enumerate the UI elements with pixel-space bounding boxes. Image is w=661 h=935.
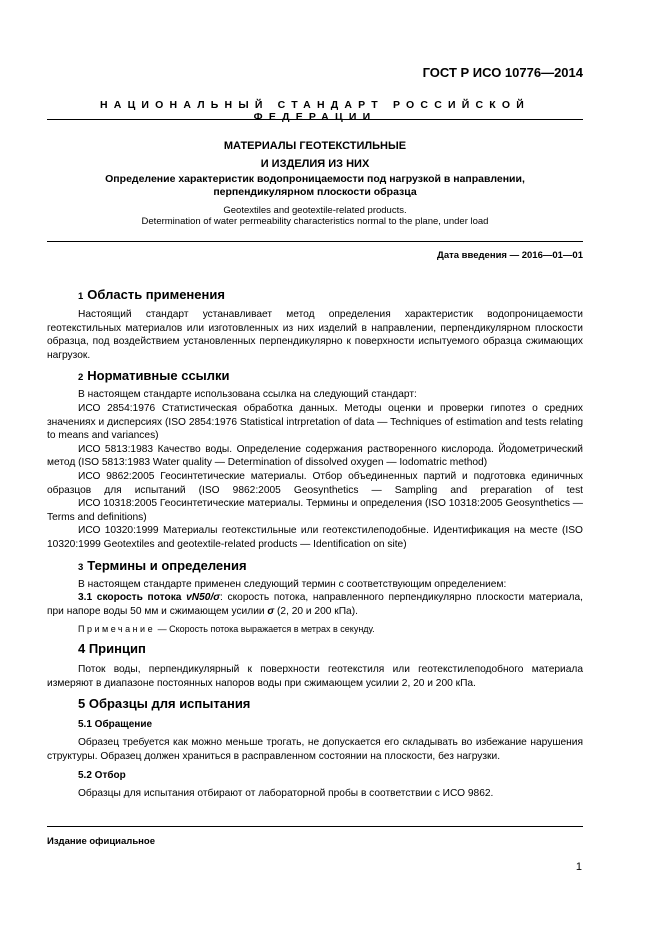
standard-code: ГОСТ Р ИСО 10776—2014 — [422, 65, 583, 80]
title-line-2: И ИЗДЕЛИЯ ИЗ НИХ — [260, 158, 370, 170]
term-definition — [47, 591, 583, 618]
reference-item: ИСО 5813:1983 Качество воды. Определение содержания растворенного кислорода. Йодометрический метод (ISO 5813:1983 Water quality — Determination of dissolved oxygen — Iodomatric method) — [47, 443, 583, 469]
reference-item: ИСО 2854:1976 Статистическая обработка данных. Методы оценки и проверки гипотез о средних значениях и дисперсиях (ISO 2854:1976 Statistical intrpretation of data — Techniques of estimation and tests relating to means and variances) — [47, 402, 583, 442]
term-text-end: (2, 20 и 200 кПа). — [274, 605, 358, 617]
header-rule — [47, 119, 583, 120]
footer-rule — [47, 826, 583, 827]
section-title: Термины и определения — [87, 557, 247, 573]
term-symbol: vN50/σ — [186, 592, 221, 604]
english-title-line-2: Determination of water permeability characteristics normal to the plane, under load — [141, 216, 489, 227]
title-rule — [47, 241, 583, 242]
term-text: : скорость потока, направленного перпендикулярно плоскости материала, при напоре воды 50 мм и сжимающем усилии — [47, 592, 583, 617]
paragraph: Образец требуется как можно меньше трогать, не допускается его складывать во избежание нарушения структуры. Образец должен храниться в расправленном состоянии на плоскости, без нагрузки. — [47, 737, 583, 763]
title-block — [47, 137, 583, 227]
section-2-heading — [78, 367, 583, 385]
title-line-1: МАТЕРИАЛЫ ГЕОТЕКСТИЛЬНЫЕ — [223, 140, 407, 152]
note-label: Примечание — [78, 624, 156, 635]
english-title-line-1: Geotextiles and geotextile-related products. — [223, 205, 407, 216]
note — [47, 623, 583, 635]
reference-item: ИСО 9862:2005 Геосинтетические материалы. Отбор объединенных партий и подготовка единичных образцов для испытаний (ISO 9862:2005 Geosynthetics — Sampling and preparation of test — [47, 470, 583, 496]
term-number: 3.1 — [78, 592, 93, 604]
sigma-symbol: σ — [267, 605, 275, 617]
reference-item: ИСО 10320:1999 Материалы геотекстильные или геотекстилеподобные. Идентификация на месте (ISO 10320:1999 Geotextiles and geotextile-related products — Identification on site) — [47, 525, 583, 550]
section-1-heading — [78, 286, 583, 304]
section-5-heading: 5 Образцы для испытания — [78, 696, 251, 712]
official-edition-label: Издание официальное — [47, 836, 155, 847]
subtitle-line-1: Определение характеристик водопроницаемости под нагрузкой в направлении, — [105, 173, 525, 185]
section-number: 1 — [78, 291, 84, 302]
subtitle-line-2: перпендикулярном плоскости образца — [213, 186, 417, 198]
note-text: — Скорость потока выражается в метрах в секунду. — [155, 624, 375, 635]
subsection-heading: 5.1 Обращение — [78, 719, 153, 731]
page-number: 1 — [575, 861, 582, 873]
document-body — [47, 286, 583, 800]
section-title: Нормативные ссылки — [87, 368, 230, 384]
subsection-heading: 5.2 Отбор — [78, 769, 126, 781]
section-3-heading — [78, 557, 583, 575]
national-standard-banner: НАЦИОНАЛЬНЫЙ СТАНДАРТ РОССИЙСКОЙ ФЕДЕРАЦИИ — [100, 99, 530, 123]
section-4-heading: 4 Принцип — [78, 641, 146, 657]
paragraph: Образцы для испытания отбирают от лабораторной пробы в соответствии с ИСО 9862. — [78, 787, 494, 799]
reference-item: ИСО 10318:2005 Геосинтетические материалы. Термины и определения (ISO 10318:2005 Geosynthetics — Terms and definitions) — [47, 498, 583, 523]
term-name: скорость потока — [96, 592, 182, 604]
paragraph: Настоящий стандарт устанавливает метод определения характеристик водопроницаемости геотекстильных материалов или изготовленных из них изделий в направлении, перпендикулярном плоскости образца, под воздействием установленных перпендикулярно к поверхности испытуемого образца сжимающих нагрузок. — [47, 309, 583, 361]
paragraph: В настоящем стандарте использована ссылка на следующий стандарт: — [78, 389, 417, 401]
paragraph: Поток воды, перпендикулярный к поверхности геотекстиля или геотекстилеподобного материала измеряют в диапазоне постоянных напоров воды при сжимающем усилии 2, 20 и 200 кПа. — [47, 664, 583, 689]
introduction-date: Дата введения — 2016—01—01 — [437, 250, 583, 261]
section-title: Область применения — [87, 287, 225, 302]
section-number: 2 — [78, 372, 84, 384]
paragraph: В настоящем стандарте применен следующий термин с соответствующим определением: — [78, 578, 507, 590]
section-number: 3 — [78, 561, 84, 573]
